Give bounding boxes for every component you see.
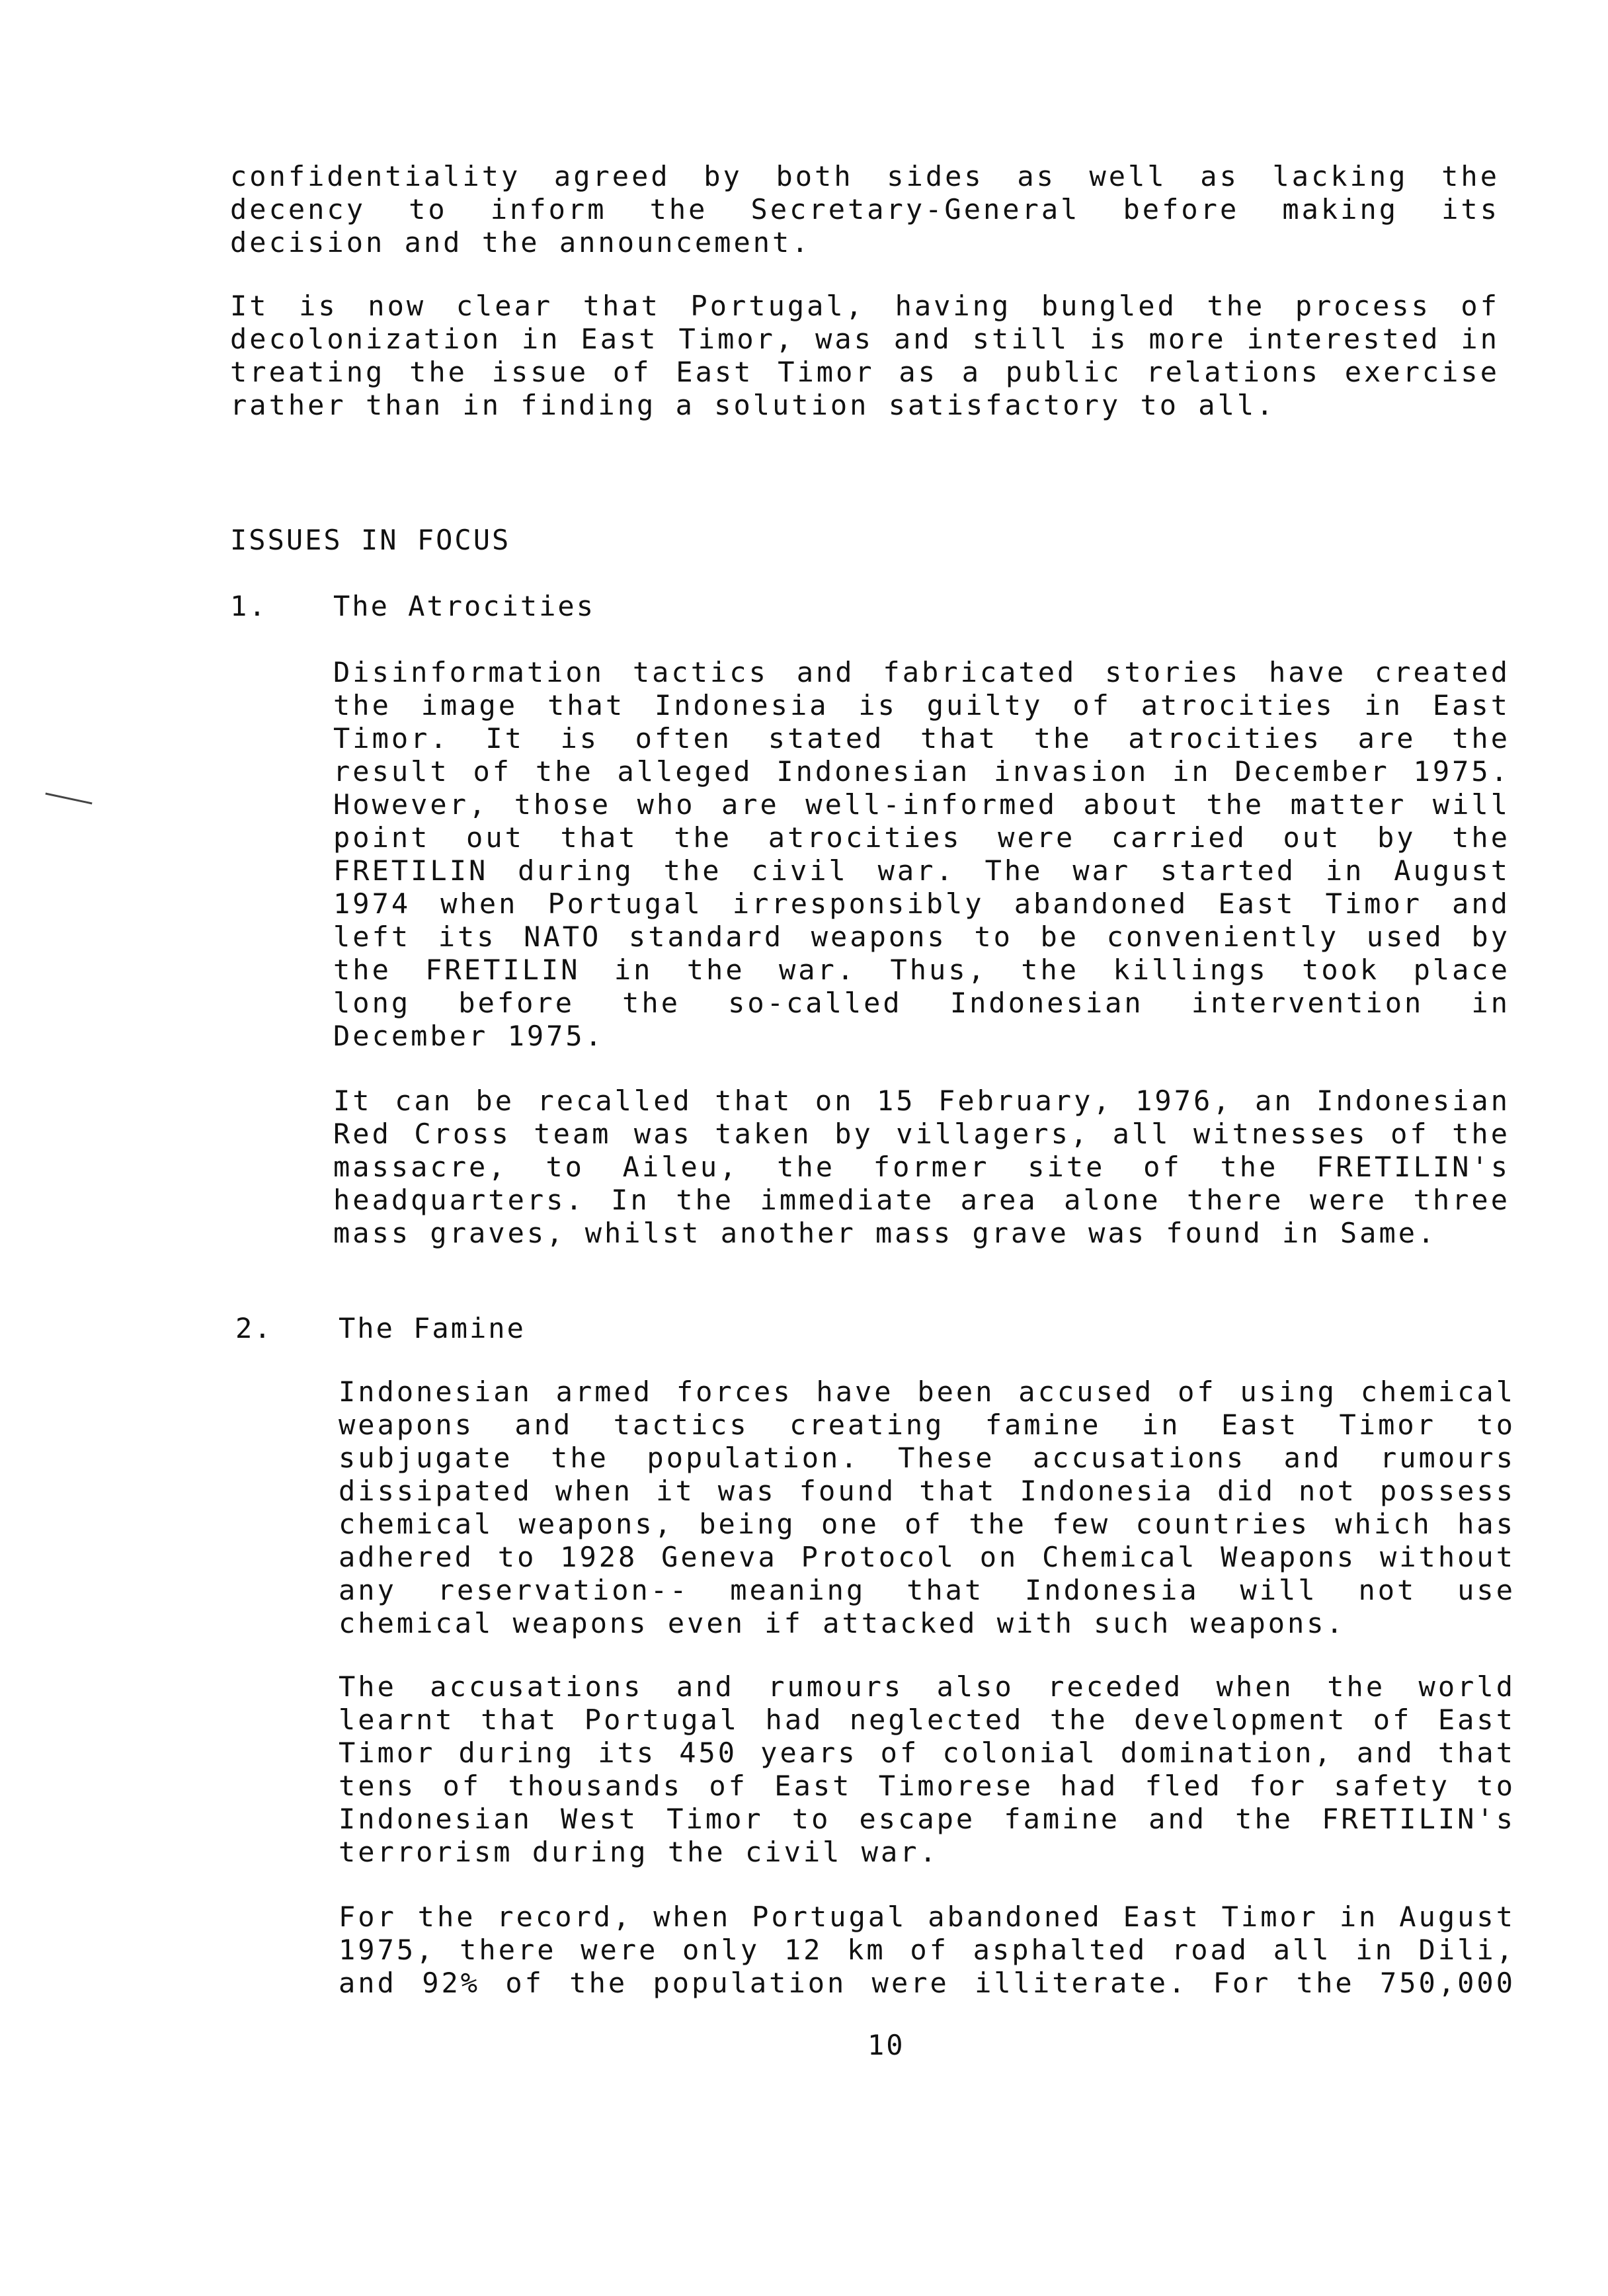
- item-2-p3-line-3: and 92% of the population were illiterate. For the 750,000: [339, 1967, 1515, 1999]
- item-1-number: 1.: [230, 590, 268, 622]
- item-1-p2-line-3: massacre, to Aileu, the former site of the FRETILIN's: [333, 1151, 1510, 1183]
- item-2-p1-line-4: dissipated when it was found that Indonesia did not possess: [339, 1475, 1515, 1507]
- item-2-p2-line-3: Timor during its 450 years of colonial domination, and that: [339, 1737, 1515, 1769]
- item-2-p3-line-2: 1975, there were only 12 km of asphalted road all in Dili,: [339, 1934, 1515, 1966]
- page-number: 10: [867, 2029, 905, 2061]
- item-1-p2-line-4: headquarters. In the immediate area alone there were three: [333, 1184, 1510, 1216]
- item-1-p2-line-2: Red Cross team was taken by villagers, all witnesses of the: [333, 1118, 1510, 1150]
- item-1-p1-line-10: the FRETILIN in the war. Thus, the killings took place: [333, 954, 1510, 986]
- item-1-p1-line-5: However, those who are well-informed about the matter will: [333, 788, 1510, 821]
- item-2-title: The Famine: [339, 1312, 526, 1344]
- item-2-p1-line-5: chemical weapons, being one of the few countries which has: [339, 1508, 1515, 1540]
- item-2-p3-line-1: For the record, when Portugal abandoned East Timor in August: [339, 1901, 1515, 1933]
- item-1-p1-line-7: FRETILIN during the civil war. The war started in August: [333, 854, 1510, 887]
- section-heading: ISSUES IN FOCUS: [230, 524, 511, 556]
- item-1-p1-line-6: point out that the atrocities were carried out by the: [333, 821, 1510, 854]
- item-2-p2-line-4: tens of thousands of East Timorese had fled for safety to: [339, 1770, 1515, 1802]
- item-2-p1-line-3: subjugate the population. These accusations and rumours: [339, 1442, 1515, 1474]
- item-1-p1-line-1: Disinformation tactics and fabricated stories have created: [333, 656, 1510, 688]
- item-2-p2-line-6: terrorism during the civil war.: [339, 1836, 939, 1868]
- item-1-p1-line-2: the image that Indonesia is guilty of atrocities in East: [333, 689, 1510, 721]
- margin-scan-mark: [45, 793, 92, 805]
- item-2-p2-line-1: The accusations and rumours also receded when the world: [339, 1670, 1515, 1703]
- intro-p2-line-1: It is now clear that Portugal, having bungled the process of: [230, 290, 1500, 322]
- item-1-p1-line-9: left its NATO standard weapons to be conveniently used by: [333, 921, 1510, 953]
- item-1-p1-line-4: result of the alleged Indonesian invasion in December 1975.: [333, 755, 1510, 788]
- item-2-p2-line-2: learnt that Portugal had neglected the development of East: [339, 1703, 1515, 1736]
- item-1-p1-line-8: 1974 when Portugal irresponsibly abandoned East Timor and: [333, 887, 1510, 920]
- item-2-p1-line-8: chemical weapons even if attacked with such weapons.: [339, 1607, 1346, 1639]
- intro-p1-line-2: decency to inform the Secretary-General before making its: [230, 193, 1500, 226]
- item-1-title: The Atrocities: [333, 590, 596, 622]
- item-1-p1-line-12: December 1975.: [333, 1020, 605, 1052]
- intro-p1-line-1: confidentiality agreed by both sides as well as lacking the: [230, 160, 1500, 192]
- item-2-p1-line-1: Indonesian armed forces have been accused of using chemical: [339, 1375, 1515, 1408]
- item-2-p2-line-5: Indonesian West Timor to escape famine and the FRETILIN's: [339, 1803, 1515, 1835]
- intro-p2-line-2: decolonization in East Timor, was and still is more interested in: [230, 323, 1500, 355]
- item-1-p2-line-5: mass graves, whilst another mass grave was found in Same.: [333, 1217, 1437, 1249]
- item-1-p1-line-3: Timor. It is often stated that the atrocities are the: [333, 722, 1510, 755]
- intro-p2-line-4: rather than in finding a solution satisfactory to all.: [230, 389, 1276, 421]
- intro-p1-line-3: decision and the announcement.: [230, 226, 811, 259]
- item-1-p1-line-11: long before the so-called Indonesian intervention in: [333, 987, 1510, 1019]
- item-2-p1-line-6: adhered to 1928 Geneva Protocol on Chemical Weapons without: [339, 1541, 1515, 1573]
- item-2-p1-line-7: any reservation-- meaning that Indonesia will not use: [339, 1574, 1515, 1606]
- intro-p2-line-3: treating the issue of East Timor as a public relations exercise: [230, 356, 1500, 388]
- item-2-number: 2.: [235, 1312, 273, 1344]
- item-1-p2-line-1: It can be recalled that on 15 February, 1976, an Indonesian: [333, 1085, 1510, 1117]
- item-2-p1-line-2: weapons and tactics creating famine in East Timor to: [339, 1409, 1515, 1441]
